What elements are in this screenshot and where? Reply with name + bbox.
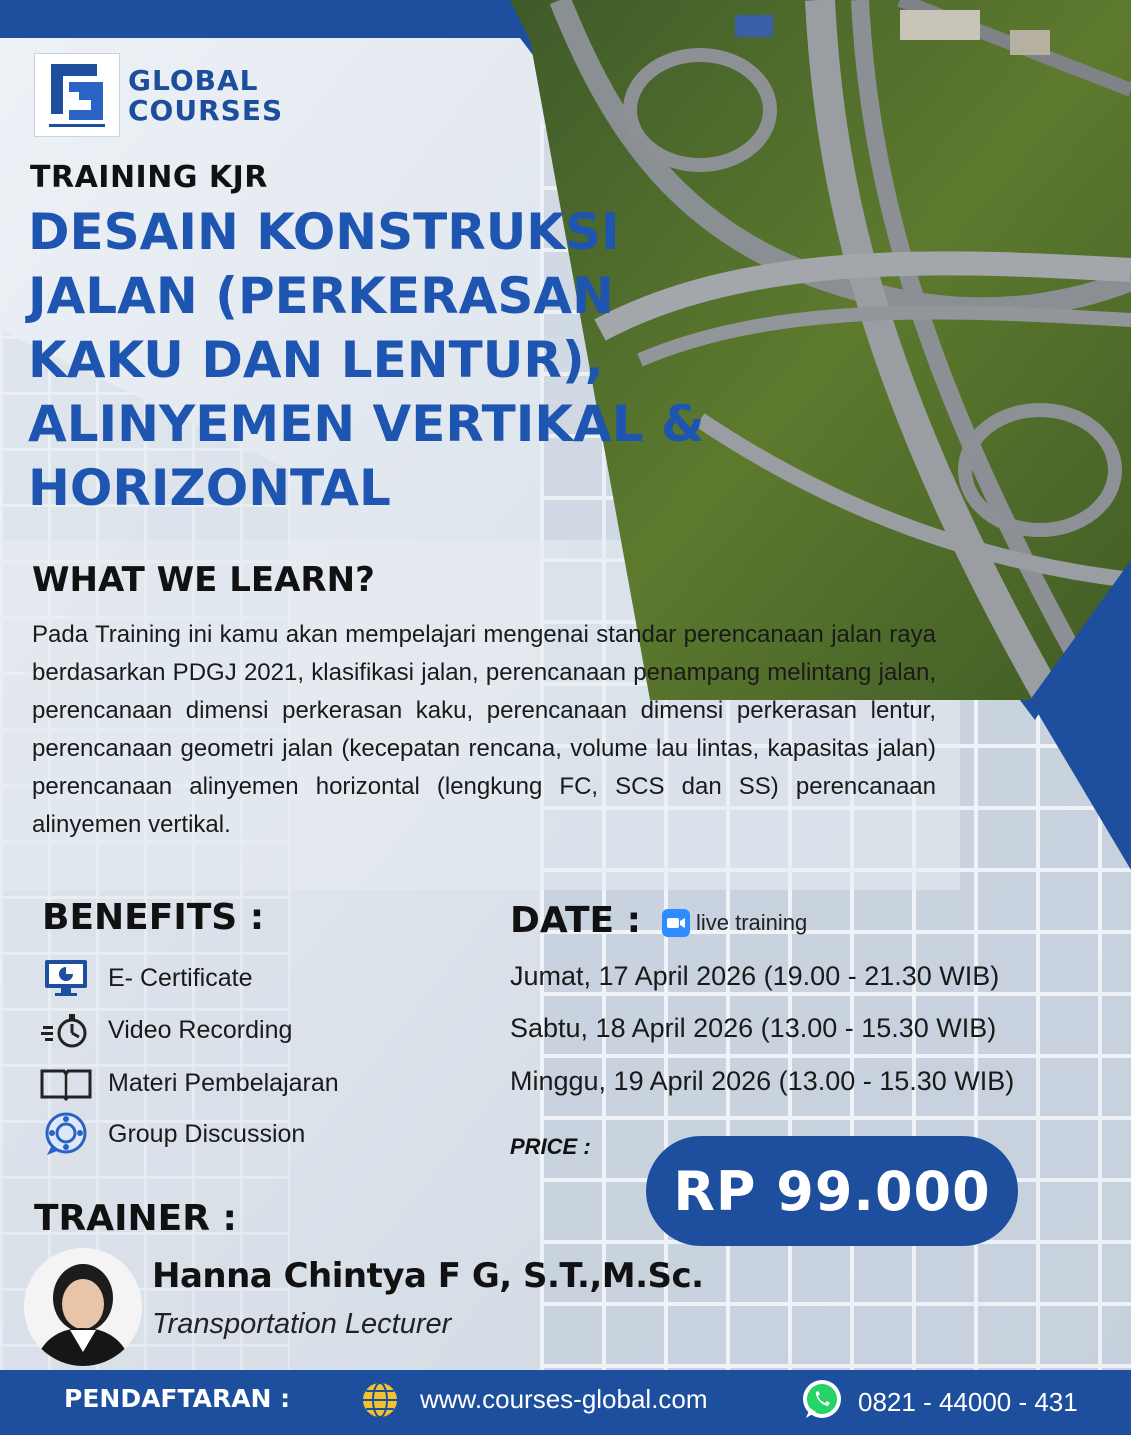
title-line: ALINYEMEN VERTIKAL & [28,395,705,453]
live-training-badge [662,909,807,937]
price-label: PRICE : [510,1134,591,1159]
registration-label: PENDAFTARAN : [64,1384,291,1413]
brand-line1: GLOBAL [128,64,259,97]
benefit-item [38,1112,305,1156]
trainer-name: Hanna Chintya F G, S.T.,M.Sc. [152,1256,704,1296]
trainer-avatar [24,1248,142,1366]
date-line: Minggu, 19 April 2026 (13.00 - 15.30 WIB) [510,1066,1015,1096]
benefit-label: Video Recording [108,1015,293,1044]
book-icon [38,1061,94,1105]
benefit-item [38,956,252,1000]
global-courses-logo-icon [35,54,119,136]
trainer-heading: TRAINER : [34,1198,237,1239]
benefit-label: E- Certificate [108,963,253,992]
live-training-label: live training [696,910,808,935]
benefits-heading: BENEFITS : [42,897,265,938]
date-line: Sabtu, 18 April 2026 (13.00 - 15.30 WIB) [510,1013,997,1043]
title-line: DESAIN KONSTRUKSI [28,203,620,261]
globe-icon [360,1380,400,1420]
brand-logo [34,53,120,137]
price-badge: RP 99.000 [646,1136,1018,1246]
monitor-certificate-icon [38,956,94,1000]
benefit-label: Materi Pembelajaran [108,1068,339,1097]
title-line: JALAN (PERKERASAN [28,267,614,325]
kicker-title: TRAINING KJR [30,160,268,195]
title-line: HORIZONTAL [28,459,391,517]
title-line: KAKU DAN LENTUR), [28,331,604,389]
trainer-role: Transportation Lecturer [152,1308,452,1340]
discussion-icon [38,1112,94,1156]
brand-line2: COURSES [128,94,284,127]
learn-heading: WHAT WE LEARN? [32,560,375,600]
brand-name [128,66,283,126]
main-title [28,200,748,520]
benefit-item [38,1008,292,1052]
stopwatch-icon [38,1008,94,1052]
date-heading: DATE : [510,900,642,941]
website-link[interactable]: www.courses-global.com [420,1384,708,1414]
whatsapp-icon [800,1378,844,1422]
benefit-item [38,1061,339,1105]
zoom-icon [662,909,690,937]
benefit-label: Group Discussion [108,1119,306,1148]
date-line: Jumat, 17 April 2026 (19.00 - 21.30 WIB) [510,961,1000,991]
learn-description: Pada Training ini kamu akan mempelajari mengenai standar perencanaan jalan raya berdasarkan PDGJ 2021, klasifikasi jalan, perencanaan penampang melintang jalan, perencanaan dimensi perkerasan kaku, perencanaan dimensi perkerasan lentur, perencanaan geometri jalan (kecepatan rencana, volume lau lintas, kapasitas jalan) perencanaan alinyemen horizontal (lengkung FC, SCS dan SS) perencanaan alinyemen vertikal. [32,621,936,838]
phone-number[interactable]: 0821 - 44000 - 431 [858,1387,1078,1417]
